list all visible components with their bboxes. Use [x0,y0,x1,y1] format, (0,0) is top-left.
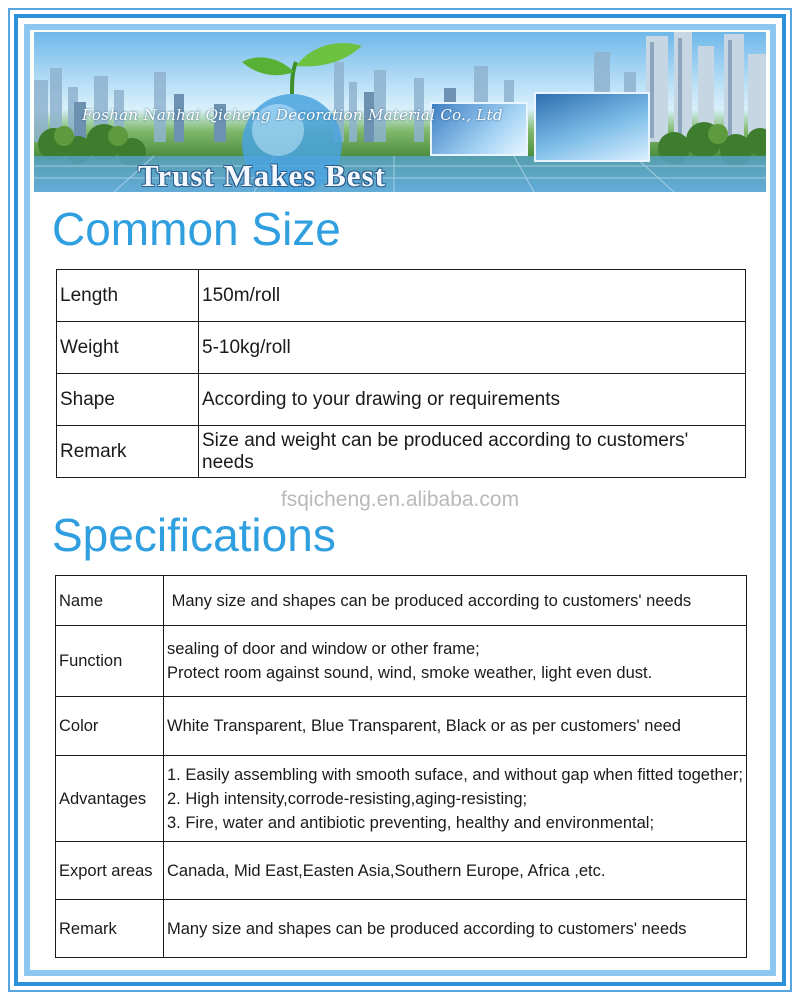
company-name: Foshan Nanhai Qicheng Decoration Material Co., Ltd [82,106,503,124]
table-row [57,322,746,374]
row-value: 5-10kg/roll [199,322,746,374]
row-label: Function [56,626,164,697]
specifications-heading: Specifications [52,509,336,561]
table-row [56,626,747,697]
row-value [164,626,747,697]
value-line: 3. Fire, water and antibiotic preventing, healthy and environmental; [167,813,655,832]
row-label: Remark [56,900,164,958]
slogan: Trust Makes Best [138,158,386,192]
table-row [57,374,746,426]
value-line: White Transparent, Blue Transparent, Black or as per customers' need [167,717,681,735]
common-size-table [56,269,746,478]
table-row [56,842,747,900]
row-label: Name [56,576,164,626]
row-value [164,756,747,842]
row-label: Length [57,270,199,322]
row-value: Size and weight can be produced according to customers' needs [199,426,746,478]
table-row [56,697,747,756]
row-label: Export areas [56,842,164,900]
business-people-photo [534,92,650,162]
row-label: Color [56,697,164,756]
value-line: Many size and shapes can be produced according to customers' needs [167,591,692,610]
value-line: Many size and shapes can be produced according to customers' needs [167,919,687,938]
common-size-heading: Common Size [52,203,341,255]
row-value: According to your drawing or requirements [199,374,746,426]
value-line: sealing of door and window or other frame; [167,640,480,658]
value-line: 2. High intensity,corrode-resisting,aging-resisting; [167,789,528,808]
row-value [164,697,747,756]
row-value: 150m/roll [199,270,746,322]
table-row [57,426,746,478]
row-value [164,576,747,626]
company-banner [34,32,766,192]
row-value [164,842,747,900]
value-line: Canada, Mid East,Easten Asia,Southern Europe, Africa ,etc. [167,861,606,880]
row-label: Advantages [56,756,164,842]
value-line: 1. Easily assembling with smooth suface, and without gap when fitted together; [167,765,743,784]
row-label: Weight [57,322,199,374]
table-row [56,900,747,958]
row-value [164,900,747,958]
row-label: Remark [57,426,199,478]
table-row [57,270,746,322]
specifications-table [55,575,747,958]
value-line: Protect room against sound, wind, smoke weather, light even dust. [167,664,653,682]
table-row [56,756,747,842]
table-row [56,576,747,626]
watermark: fsqicheng.en.alibaba.com [280,488,520,511]
row-label: Shape [57,374,199,426]
